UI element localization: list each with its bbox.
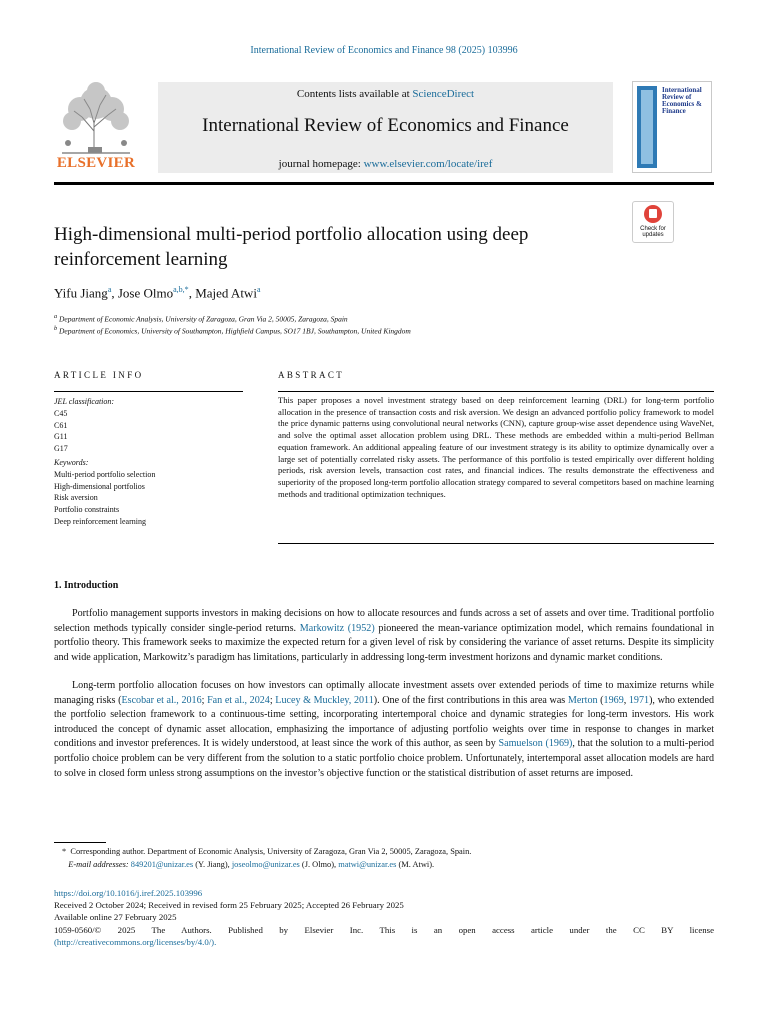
check-for-updates-button[interactable] — [632, 201, 674, 243]
homepage-prefix: journal homepage: — [278, 158, 364, 170]
author-name[interactable]: Majed Atwi — [195, 285, 257, 301]
citation-separator: , — [623, 694, 629, 706]
email-link[interactable]: joseolmo@unizar.es — [231, 860, 300, 869]
jel-code: G17 — [54, 444, 68, 454]
journal-homepage-link[interactable]: www.elsevier.com/locate/iref — [363, 158, 493, 170]
keyword: Deep reinforcement learning — [54, 516, 146, 526]
citation-link[interactable]: 1971 — [628, 694, 650, 706]
author-name[interactable]: Jose Olmo — [117, 285, 174, 301]
author-list — [54, 285, 261, 301]
footnote-text: Corresponding author. Department of Economic Analysis, University of Zaragoza, Gran Via 2, 50005, Zaragoza, Spain. — [70, 847, 472, 856]
email-footnote — [62, 860, 434, 869]
jel-code: G11 — [54, 432, 68, 442]
affil-mark-a: a — [54, 313, 58, 320]
keyword: Multi-period portfolio selection — [54, 469, 156, 479]
abstract-bottom-divider — [278, 543, 714, 544]
paragraph-text: Long-term portfolio allocation focuses on how investors can optimally allocate investment assets over extended periods of time to maximize returns while managing risks ( — [54, 680, 714, 706]
email-link[interactable]: matwi@unizar.es — [338, 860, 397, 869]
journal-name: International Review of Economics and Finance — [202, 115, 569, 136]
paragraph-text: ). One of the first contributions in this area was — [373, 694, 568, 706]
article-info-heading: ARTICLE INFO — [54, 370, 144, 380]
abstract-text: This paper proposes a novel investment strategy based on deep reinforcement learning (DRL) for long-term portfolio allocation in the presence of transaction costs and risk aversion. We design an advanced portfolio policy framework to model the price dynamic patterns using convolutional neural networks (CNN), capture group-wise asset dependence using WaveNet, and solve the optimal asset allocation problem using DRL. These methods are embedded within a multi-period Bellman equation framework. An additional appealing feature of our investment strategy is its ability to optimize dynamically over a large set of potentially correlated risky assets. The performance of this portfolio is tested empirically over different holding periods, risk aversion levels, transaction cost rates, and financial indices. The results demonstrate the effectiveness and superiority of the proposed long-term portfolio allocation strategy compared to several competitors based on machine learning methods and traditional optimization techniques. — [278, 395, 714, 499]
citation-link[interactable]: 1969 — [603, 694, 624, 706]
available-online: Available online 27 February 2025 — [54, 912, 177, 923]
abstract-heading: ABSTRACT — [278, 370, 345, 380]
check-updates-icon — [644, 205, 662, 223]
citation-separator: ; — [269, 694, 276, 706]
journal-header — [54, 81, 714, 182]
author-separator: , — [188, 285, 196, 301]
header-divider — [54, 182, 714, 185]
paragraph-text: pioneered the mean-variance optimization model, which remains foundational in portfolio theory. This framework seeks to maximize the expected return for a given level of risk by considering the variance of asset returns. Despite its simplicity and wide application, Markowitz’s paradigm has limitations, particularly in addressing long-term investment horizons and dynamic market conditions. — [54, 622, 715, 663]
homepage-line — [158, 158, 613, 170]
journal-cover-thumbnail[interactable] — [632, 81, 712, 173]
footnote-divider — [54, 842, 106, 843]
email-label: E-mail addresses: — [68, 860, 129, 869]
cover-title: International Review of Economics & Finance — [662, 86, 702, 115]
affiliation-b — [54, 325, 411, 336]
paragraph-text: ), who extended the portfolio selection framework to a continuous-time setting, incorporating intertemporal choice and dynamic strategies for long-term investors. His work introduced the concept of dynamic asset allocation, emphasizing the importance of adjusting portfolio weights over time in response to changes in market conditions and investor preferences. It is widely understood, at least since the work of this author, as seen by — [54, 694, 714, 750]
license-text: 1059-0560/© 2025 The Authors. Published by Elsevier Inc. This is an open access article under the CC BY license — [54, 924, 714, 935]
citation-link[interactable]: Escobar et al., 2016 — [121, 694, 202, 706]
journal-banner — [158, 82, 613, 173]
keyword: Portfolio constraints — [54, 505, 120, 515]
elsevier-tree-icon — [54, 81, 138, 156]
sciencedirect-link[interactable]: ScienceDirect — [412, 88, 475, 100]
citation-link[interactable]: Lucey & Muckley, 2011 — [275, 694, 374, 706]
citation-link[interactable]: Merton — [567, 694, 598, 706]
email-owner: (J. Olmo), — [299, 860, 339, 869]
doi-link[interactable]: https://doi.org/10.1016/j.iref.2025.103996 — [54, 888, 203, 898]
author-separator: , — [111, 285, 118, 301]
corresponding-author-footnote — [62, 847, 471, 856]
article-info-divider — [54, 391, 243, 392]
contents-prefix: Contents lists available at — [296, 88, 413, 100]
keyword: Risk aversion — [54, 493, 98, 503]
affiliation-b-text: Department of Economics, University of Southampton, Highfield Campus, SO17 1BJ, Southampton, United Kingdom — [59, 326, 411, 336]
paragraph-text: Portfolio management supports investors in making decisions on how to allocate resources and funds across a set of assets and over time. Traditional portfolio selection methods typically consider single-period returns. — [54, 608, 714, 634]
citation-separator: ; — [201, 694, 208, 706]
article-info-panel — [54, 396, 243, 528]
citation-link[interactable]: Markowitz (1952) — [299, 622, 375, 634]
elsevier-logo[interactable] — [54, 81, 138, 173]
author-affil-mark[interactable]: a — [256, 285, 261, 294]
paragraph-text: , that the solution to a multi-period portfolio choice problem can be very different from the solution to a static portfolio choice problem. Unfortunately, intertemporal asset allocation models are hard to solve in closed form unless strong assumptions on the investor’s objective function or the statistical distribution of asset returns are imposed. — [54, 738, 715, 779]
affiliation-a — [54, 313, 348, 324]
intro-paragraph-2 — [54, 679, 714, 781]
footnote-star: * — [62, 847, 67, 856]
abstract-divider — [278, 391, 714, 392]
elsevier-wordmark: ELSEVIER — [56, 155, 136, 171]
citation-link[interactable]: Fan et al., 2024 — [207, 694, 270, 706]
history-dates: Received 2 October 2024; Received in revised form 25 February 2025; Accepted 26 February 2025 — [54, 900, 404, 911]
email-link[interactable]: 849201@unizar.es — [130, 860, 194, 869]
publication-info — [54, 887, 714, 948]
keywords-label: Keywords: — [54, 457, 89, 467]
email-owner: (M. Atwi). — [396, 860, 435, 869]
author-affil-mark[interactable]: a,b,* — [173, 285, 189, 294]
jel-code: C45 — [54, 408, 68, 418]
author-affil-mark[interactable]: a — [107, 285, 112, 294]
license-line-2 — [54, 936, 714, 948]
section-heading-introduction: 1. Introduction — [54, 580, 119, 591]
author-name[interactable]: Yifu Jiang — [54, 285, 108, 301]
contents-line — [158, 88, 613, 100]
email-owner: (Y. Jiang), — [193, 860, 232, 869]
affil-mark-b: b — [54, 325, 58, 332]
citation-link[interactable]: Samuelson (1969) — [498, 738, 573, 750]
keyword: High-dimensional portfolios — [54, 481, 145, 491]
jel-code: C61 — [54, 420, 68, 430]
article-title: High-dimensional multi-period portfolio allocation using deep reinforcement learning — [54, 224, 529, 270]
jel-label: JEL classification: — [54, 397, 115, 406]
affiliation-a-text: Department of Economic Analysis, University of Zaragoza, Gran Via 2, 50005, Zaragoza, Spain — [59, 314, 348, 324]
check-updates-label: Check for updates — [640, 226, 666, 238]
journal-reference-link[interactable]: International Review of Economics and Finance 98 (2025) 103996 — [250, 45, 518, 56]
license-link[interactable]: (http://creativecommons.org/licenses/by/4.0/). — [54, 936, 217, 947]
cover-stripe-inner — [641, 90, 653, 164]
intro-paragraph-1 — [54, 607, 714, 665]
citation-separator: ( — [597, 694, 604, 706]
